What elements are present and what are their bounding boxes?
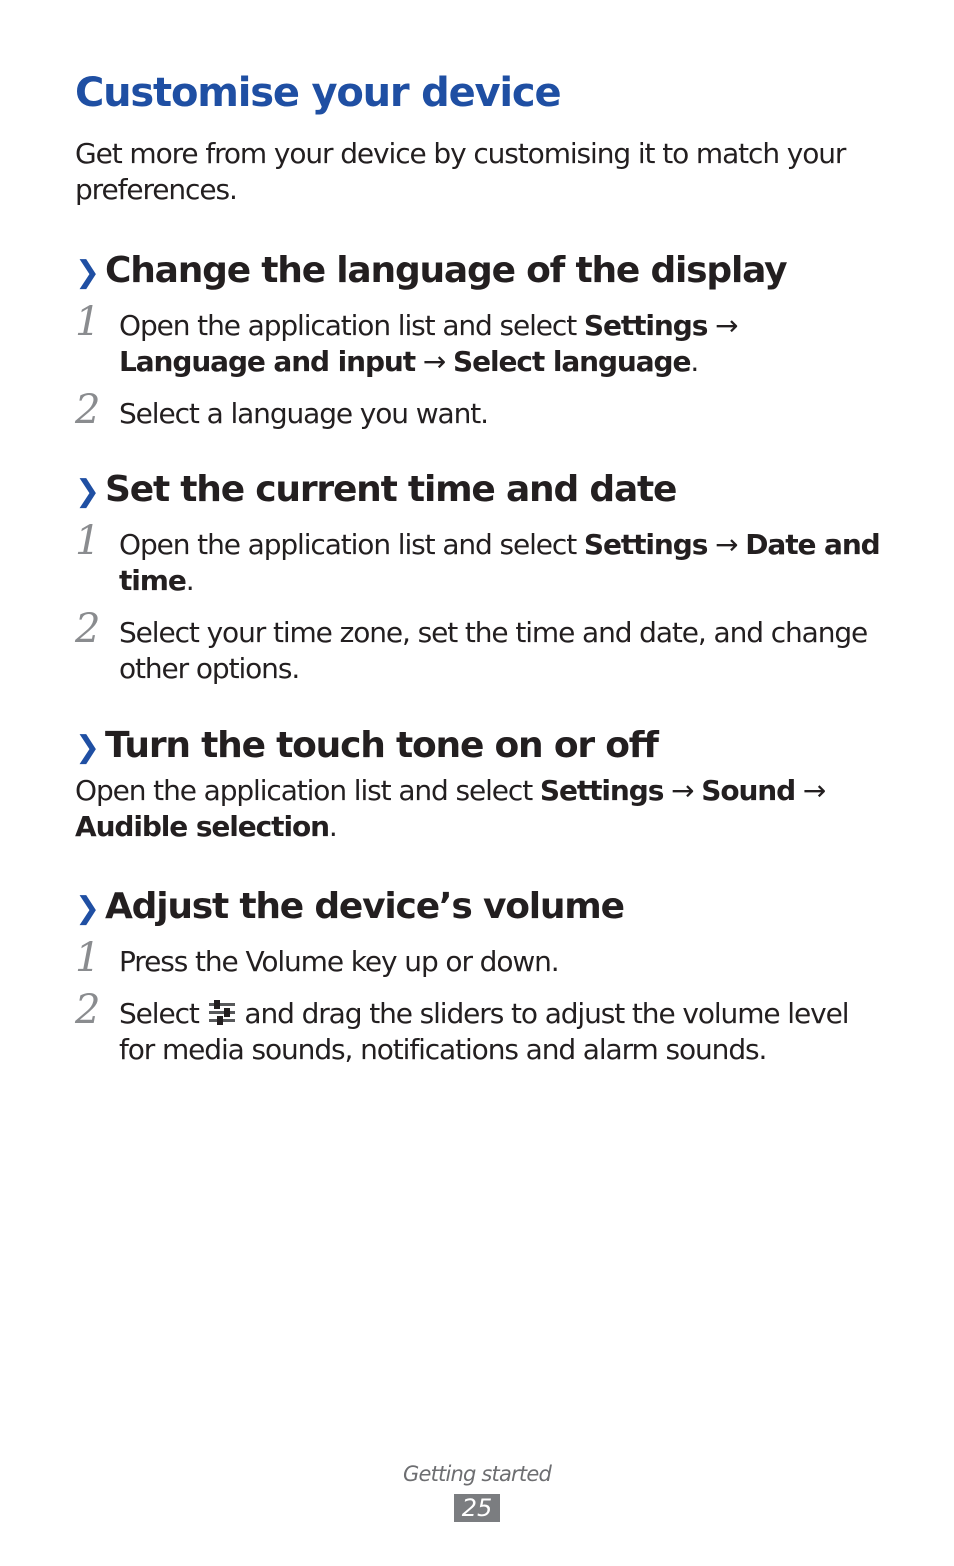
- chevron-icon: ❯: [75, 730, 99, 765]
- menu-path-select-language: Select language: [453, 345, 691, 378]
- step-text-plain: Open the application list and select: [75, 774, 540, 807]
- step-text-plain: Select: [119, 997, 207, 1030]
- section-heading-text: Turn the touch tone on or off: [105, 725, 658, 766]
- section-heading-volume: [75, 886, 624, 927]
- step-text-plain: Open the application list and select: [119, 309, 584, 342]
- arrow-icon: →: [715, 528, 738, 561]
- menu-path-audible-selection: Audible selection: [75, 810, 329, 843]
- step-text: [119, 308, 889, 380]
- punctuation: .: [690, 345, 699, 378]
- section-heading-text: Change the language of the display: [105, 250, 787, 291]
- step-time-2: [75, 606, 885, 687]
- step-number: 1: [75, 518, 101, 564]
- footer-section-label: Getting started: [403, 1462, 551, 1486]
- menu-path-language-input: Language and input: [119, 345, 416, 378]
- chevron-icon: ❯: [75, 255, 99, 290]
- section-heading-text: Adjust the device’s volume: [105, 886, 624, 927]
- step-text: [119, 527, 889, 599]
- sliders-icon: [207, 999, 237, 1027]
- step-text-plain: and drag the sliders to adjust the volume level for media sounds, notifications and alarm sounds.: [119, 997, 849, 1066]
- step-text: [119, 996, 889, 1068]
- step-volume-2: [75, 987, 885, 1068]
- section-heading-touch-tone: [75, 725, 658, 766]
- touch-tone-instructions: [75, 773, 865, 845]
- step-number: 2: [75, 606, 101, 652]
- menu-path-date-time: Date and time: [119, 528, 880, 597]
- step-number: 1: [75, 935, 101, 981]
- step-language-2: [75, 387, 885, 433]
- step-text-plain: Open the application list and select: [119, 528, 584, 561]
- section-heading-time-date: [75, 469, 676, 510]
- page-number-badge: 25: [454, 1494, 500, 1522]
- step-time-1: [75, 518, 885, 599]
- step-number: 2: [75, 387, 101, 433]
- intro-paragraph: Get more from your device by customising it to match your preferences.: [75, 137, 846, 206]
- punctuation: .: [185, 564, 194, 597]
- chevron-icon: ❯: [75, 474, 99, 509]
- arrow-icon: →: [422, 345, 446, 378]
- step-text: Select a language you want.: [119, 397, 488, 430]
- step-language-1: [75, 299, 885, 380]
- step-text: Press the Volume key up or down.: [119, 945, 559, 978]
- section-heading-text: Set the current time and date: [105, 469, 677, 510]
- menu-path-sound: Sound: [701, 774, 796, 807]
- arrow-icon: →: [671, 774, 694, 807]
- step-number: 2: [75, 987, 101, 1033]
- step-text: Select your time zone, set the time and date, and change other options.: [119, 616, 868, 685]
- menu-path-settings: Settings: [583, 309, 708, 342]
- chevron-icon: ❯: [75, 891, 99, 926]
- punctuation: .: [328, 810, 337, 843]
- section-heading-language: [75, 250, 786, 291]
- menu-path-settings: Settings: [539, 774, 664, 807]
- step-volume-1: [75, 935, 885, 981]
- step-number: 1: [75, 299, 101, 345]
- arrow-icon: →: [802, 774, 826, 807]
- page-title: Customise your device: [75, 70, 561, 116]
- menu-path-settings: Settings: [583, 528, 708, 561]
- arrow-icon: →: [715, 309, 738, 342]
